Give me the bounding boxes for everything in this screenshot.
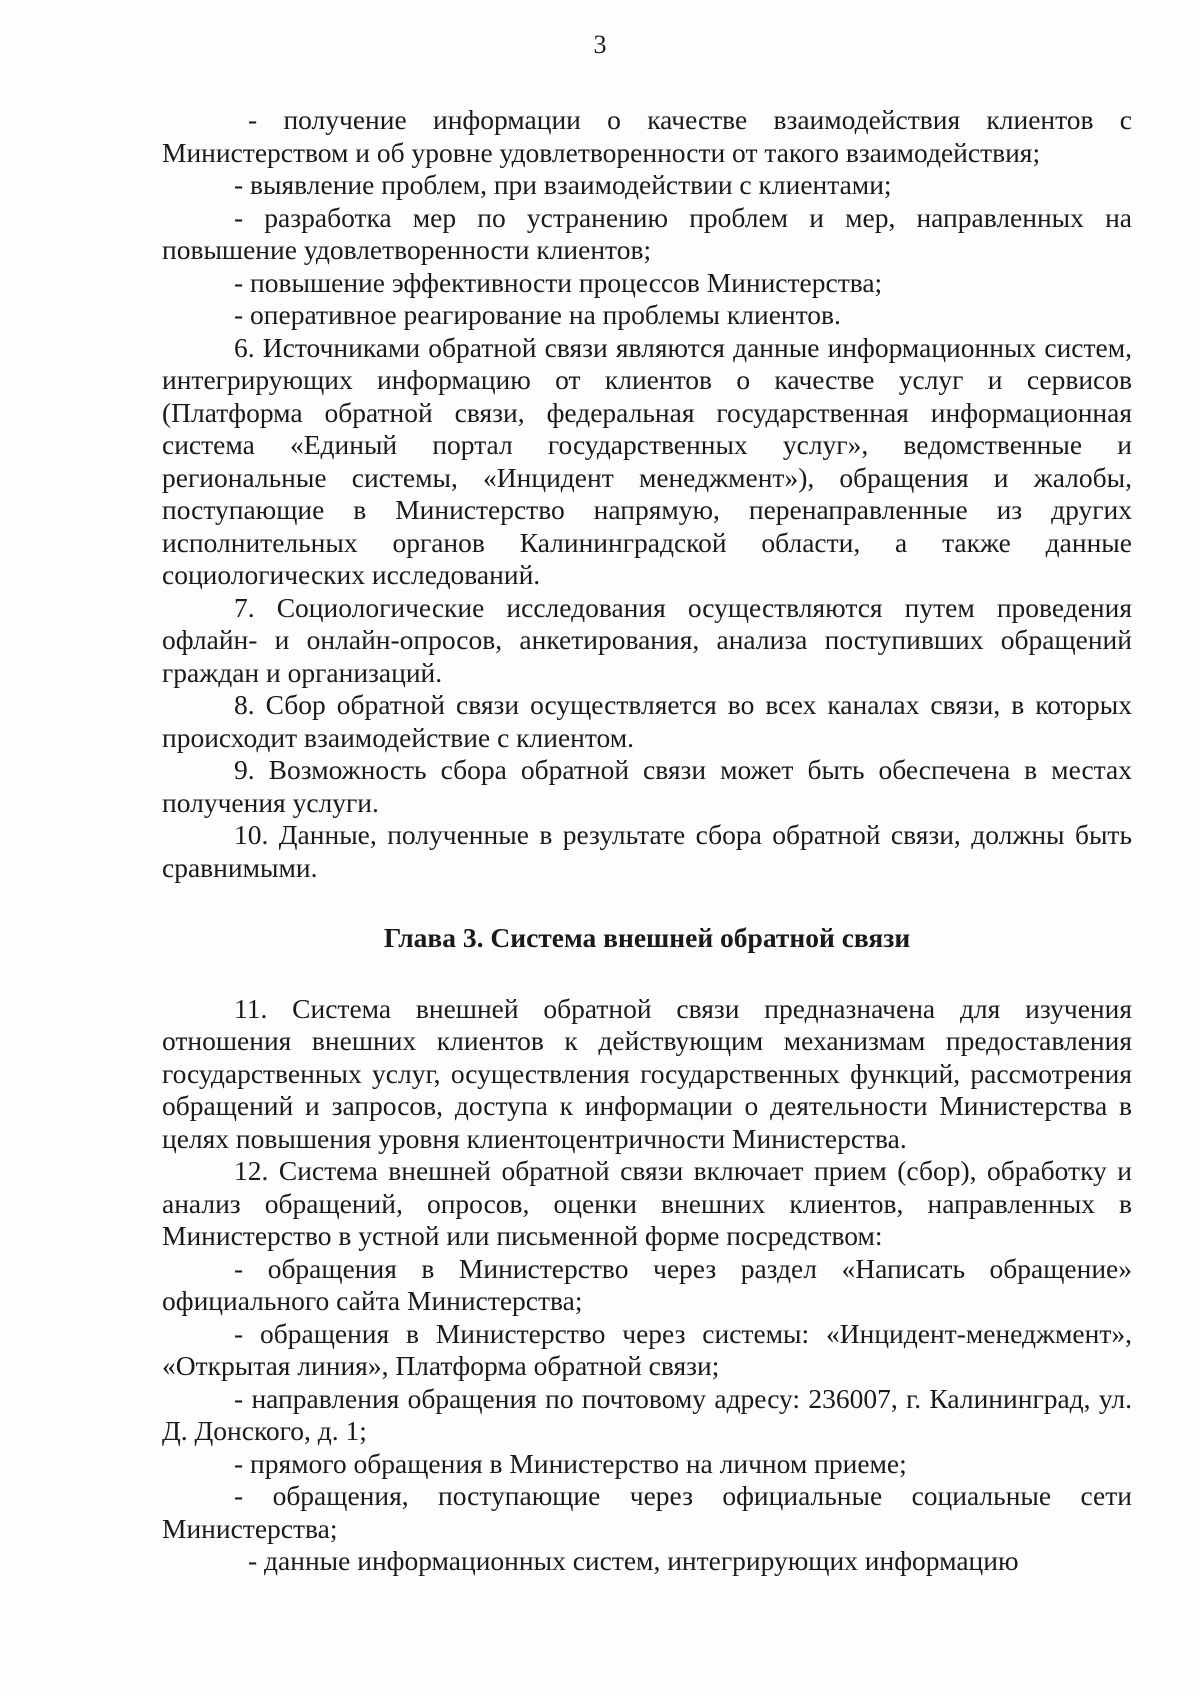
document-body [162,104,1132,1578]
list-item: - направления обращения по почтовому адресу: 236007, г. Калининград, ул. Д. Донского, д. 1; [162,1382,1132,1446]
list-item: - данные информационных систем, интегрирующих информацию [248,1545,1019,1576]
list-item: - обращения, поступающие через официальные социальные сети Министерства; [162,1480,1132,1544]
list-item: - прямого обращения в Министерство на личном приеме; [234,1447,907,1479]
list-item: - получение информации о качестве взаимодействия клиентов с Министерством и об уровне удовлетворенности от такого взаимодействия; [162,104,1132,168]
list-item: - обращения в Министерство через раздел «Написать обращение» официального сайта Министерства; [162,1252,1132,1316]
paragraph-10: 10. Данные, полученные в результате сбора обратной связи, должны быть сравнимыми. [162,819,1132,883]
list-item: - выявление проблем, при взаимодействии с клиентами; [234,169,892,200]
paragraph-6: 6. Источниками обратной связи являются данные информационных систем, интегрирующих информацию от клиентов о качестве услуг и сервисов (Платформа обратной связи, федеральная государственная информационная система «Единый портал государственных услуг», ведомственные и региональные системы, «Инцидент менеджмент»), обращения и жалобы, поступающие в Министерство напрямую, перенаправленные из других исполнительных органов Калининградской области, а также данные социологических исследований. [162,331,1132,590]
list-item: - обращения в Министерство через системы: «Инцидент-менеджмент», «Открытая линия», Платформа обратной связи; [162,1317,1132,1381]
paragraph-8: 8. Сбор обратной связи осуществляется во всех каналах связи, в которых происходит взаимодействие с клиентом. [162,689,1132,753]
chapter-heading: Глава 3. Система внешней обратной связи [383,922,911,953]
paragraph-9: 9. Возможность сбора обратной связи может быть обеспечена в местах получения услуги. [162,754,1132,818]
page-number: 3 [593,30,607,59]
paragraph-11: 11. Система внешней обратной связи предназначена для изучения отношения внешних клиентов к действующим механизмам предоставления государственных услуг, осуществления государственных функций, рассмотрения обращений и запросов, доступа к информации о деятельности Министерства в целях повышения уровня клиентоцентричности Министерства. [162,992,1132,1154]
list-item: - разработка мер по устранению проблем и мер, направленных на повышение удовлетворенности клиентов; [162,201,1132,265]
list-item: - повышение эффективности процессов Министерства; [234,266,883,298]
paragraph-12: 12. Система внешней обратной связи включает прием (сбор), обработку и анализ обращений, опросов, оценки внешних клиентов, направленных в Министерство в устной или письменной форме посредством: [162,1155,1132,1251]
list-item: - оперативное реагирование на проблемы клиентов. [234,299,841,330]
paragraph-7: 7. Социологические исследования осуществляются путем проведения офлайн- и онлайн-опросов, анкетирования, анализа поступивших обращений граждан и организаций. [162,591,1132,688]
